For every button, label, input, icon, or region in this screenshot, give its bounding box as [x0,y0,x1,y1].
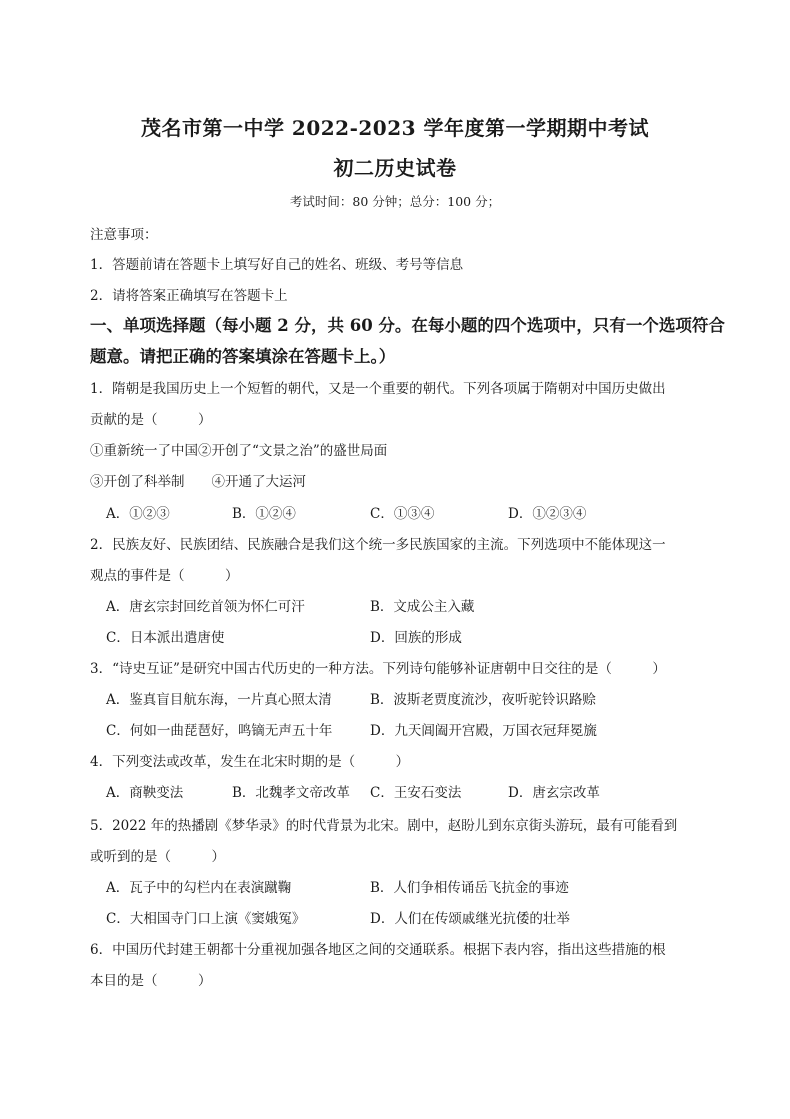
question-4-option-d: D．唐玄宗改革 [508,785,600,801]
question-1-option-d: D．①②③④ [508,506,587,522]
question-5-line2: 或听到的是（ ） [90,849,225,865]
notes-heading: 注意事项： [90,227,158,243]
question-6-line2: 本目的是（ ） [90,973,212,989]
question-2-line1: 2．民族友好、民族团结、民族融合是我们这个统一多民族国家的主流。下列选项中不能体现这一 [90,537,666,553]
exam-subtitle: 初二历史试卷 [333,156,457,180]
question-1-item2: ③开创了科举制 ④开通了大运河 [90,474,306,490]
question-4-option-a: A．商鞅变法 [106,785,184,801]
question-2-option-a: A．唐玄宗封回纥首领为怀仁可汗 [106,599,305,615]
question-5-option-b: B．人们争相传诵岳飞抗金的事迹 [370,880,569,896]
question-3-option-a: A．鉴真盲目航东海，一片真心照太清 [106,692,332,708]
exam-title: 茂名市第一中学 2022-2023 学年度第一学期期中考试 [140,116,650,140]
question-6-line1: 6．中国历代封建王朝都十分重视加强各地区之间的交通联系。根据下表内容，指出这些措施的根 [90,942,666,958]
question-1-line1: 1．隋朝是我国历史上一个短暂的朝代，又是一个重要的朝代。下列各项属于隋朝对中国历史做出 [90,381,666,397]
question-5-option-c: C．大相国寺门口上演《窦娥冤》 [106,911,306,927]
question-4-option-b: B．北魏孝文帝改革 [232,785,350,801]
section-heading-line1: 一、单项选择题（每小题 2 分，共 60 分。在每小题的四个选项中，只有一个选项符合 [90,316,725,335]
question-4-line1: 4．下列变法或改革，发生在北宋时期的是（ ） [90,754,410,770]
question-3-option-b: B．波斯老贾度流沙，夜听驼铃识路赊 [370,692,596,708]
question-1-option-c: C．①③④ [370,506,435,522]
question-1-line2: 贡献的是（ ） [90,412,212,428]
question-5-option-a: A．瓦子中的勾栏内在表演蹴鞠 [106,880,292,896]
question-4-option-c: C．王安石变法 [370,785,462,801]
note-2: 2．请将答案正确填写在答题卡上 [90,288,288,304]
question-1-option-a: A．①②③ [106,506,170,522]
question-3-option-d: D．九天阊阖开宫殿，万国衣冠拜冕旒 [370,723,597,739]
question-2-option-b: B．文成公主入藏 [370,599,475,615]
question-5-line1: 5．2022 年的热播剧《梦华录》的时代背景为北宋。剧中，赵盼儿到东京街头游玩，最有可能看到 [90,818,678,834]
section-heading-line2: 题意。请把正确的答案填涂在答题卡上。） [90,347,396,366]
question-2-line2: 观点的事件是（ ） [90,568,239,584]
question-1-item1: ①重新统一了中国②开创了“文景之治”的盛世局面 [90,443,388,459]
question-1-option-b: B．①②④ [232,506,296,522]
exam-info: 考试时间：80 分钟；总分：100 分； [289,194,501,209]
question-5-option-d: D．人们在传颂戚继光抗倭的壮举 [370,911,570,927]
note-1: 1．答题前请在答题卡上填写好自己的姓名、班级、考号等信息 [90,257,464,273]
question-3-option-c: C．何如一曲琵琶好，鸣镝无声五十年 [106,723,333,739]
question-3-line1: 3．“诗史互证”是研究中国古代历史的一种方法。下列诗句能够补证唐朝中日交往的是（ ） [90,661,666,677]
question-2-option-c: C．日本派出遣唐使 [106,630,225,646]
question-2-option-d: D．回族的形成 [370,630,462,646]
